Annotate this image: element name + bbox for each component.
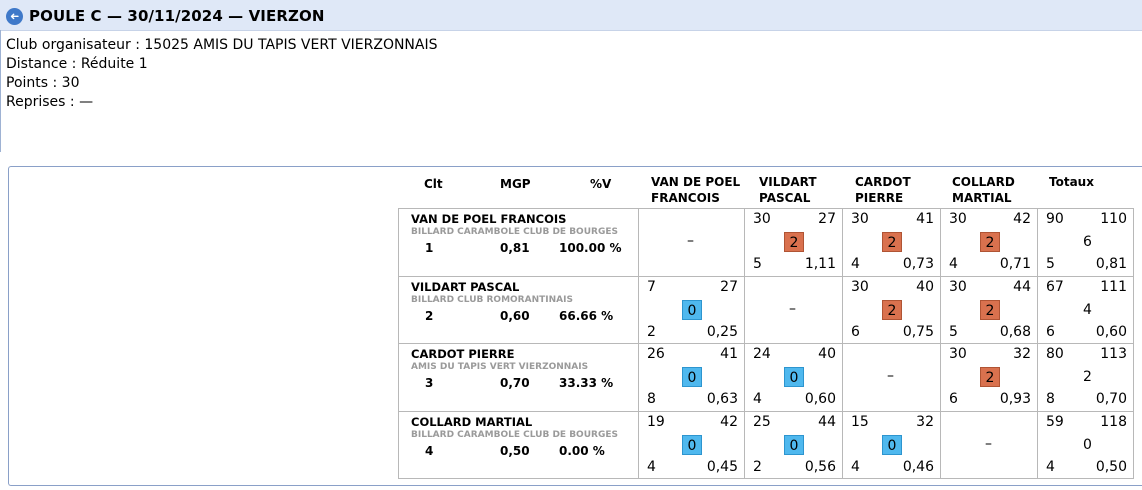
organizer-club: Club organisateur : 15025 AMIS DU TAPIS VERT VIERZONNAIS bbox=[6, 37, 438, 53]
innings: 4 bbox=[1046, 459, 1055, 475]
match-cell-vs-player-2 bbox=[744, 276, 843, 344]
self-match-dash: – bbox=[789, 301, 796, 317]
opponent-points: 32 bbox=[916, 414, 934, 430]
frame-border bbox=[0, 30, 1, 152]
loss-badge: 0 bbox=[882, 435, 902, 455]
header-player-3-line2: PIERRE bbox=[855, 191, 904, 205]
mgp-value: 0,81 bbox=[500, 241, 530, 255]
average: 1,11 bbox=[804, 256, 836, 272]
average: 0,70 bbox=[1095, 391, 1127, 407]
header-player-3 bbox=[855, 174, 911, 206]
totals-cell bbox=[1037, 276, 1134, 344]
opponent-points: 42 bbox=[1013, 211, 1031, 227]
points-scored: 26 bbox=[647, 346, 665, 362]
totals-cell bbox=[1037, 208, 1134, 277]
match-cell-vs-player-2 bbox=[744, 411, 843, 479]
match-cell-vs-player-1 bbox=[638, 411, 745, 479]
back-arrow-icon[interactable] bbox=[6, 8, 23, 25]
win-badge: 2 bbox=[980, 367, 1000, 387]
player-name: VAN DE POEL FRANCOIS bbox=[411, 212, 567, 226]
header-pct-victories: %V bbox=[590, 177, 612, 191]
header-player-1-line1: VAN DE POEL bbox=[651, 175, 741, 189]
ranking: 2 bbox=[425, 309, 434, 323]
match-points-total: 2 bbox=[1083, 369, 1092, 385]
average: 0,71 bbox=[999, 256, 1031, 272]
header-player-4 bbox=[952, 174, 1015, 206]
victory-percent: 66.66 % bbox=[559, 309, 614, 323]
points-scored: 80 bbox=[1046, 346, 1064, 362]
match-cell-vs-player-2 bbox=[744, 343, 843, 412]
match-cell-vs-player-3 bbox=[842, 276, 941, 344]
ranking: 3 bbox=[425, 376, 434, 390]
match-points-total: 4 bbox=[1083, 302, 1092, 318]
header-player-1-line2: FRANCOIS bbox=[651, 191, 720, 205]
back-arrow-glyph: ➜ bbox=[9, 10, 20, 23]
match-cell-vs-player-1 bbox=[638, 276, 745, 344]
mgp-value: 0,70 bbox=[500, 376, 530, 390]
header-player-4-line2: MARTIAL bbox=[952, 191, 1012, 205]
average: 0,93 bbox=[999, 391, 1031, 407]
player-club: AMIS DU TAPIS VERT VIERZONNAIS bbox=[411, 362, 589, 372]
match-cell-vs-player-2 bbox=[744, 208, 843, 277]
distance: Distance : Réduite 1 bbox=[6, 56, 148, 72]
opponent-points: 41 bbox=[720, 346, 738, 362]
header-player-4-line1: COLLARD bbox=[952, 175, 1015, 189]
page-title: POULE C — 30/11/2024 — VIERZON bbox=[29, 7, 325, 25]
loss-badge: 0 bbox=[784, 367, 804, 387]
match-cell-vs-player-4 bbox=[940, 411, 1038, 479]
win-badge: 2 bbox=[882, 232, 902, 252]
innings: 4 bbox=[851, 256, 860, 272]
match-cell-vs-player-4 bbox=[940, 276, 1038, 344]
player-club: BILLARD CARAMBOLE CLUB DE BOURGES bbox=[411, 227, 618, 237]
points-scored: 30 bbox=[949, 211, 967, 227]
match-cell-vs-player-1 bbox=[638, 343, 745, 412]
mgp-value: 0,60 bbox=[500, 309, 530, 323]
loss-badge: 0 bbox=[682, 435, 702, 455]
loss-badge: 0 bbox=[784, 435, 804, 455]
victory-percent: 0.00 % bbox=[559, 444, 605, 458]
win-badge: 2 bbox=[882, 300, 902, 320]
player-name: CARDOT PIERRE bbox=[411, 347, 515, 361]
title-bar bbox=[0, 0, 1142, 31]
match-points-total: 0 bbox=[1083, 437, 1092, 453]
points-scored: 67 bbox=[1046, 279, 1064, 295]
header-totals: Totaux bbox=[1049, 175, 1094, 189]
opponent-points: 44 bbox=[818, 414, 836, 430]
victory-percent: 100.00 % bbox=[559, 241, 622, 255]
player-cell-4 bbox=[398, 411, 639, 479]
average: 0,63 bbox=[706, 391, 738, 407]
average: 0,50 bbox=[1095, 459, 1127, 475]
points-scored: 30 bbox=[949, 279, 967, 295]
average: 0,56 bbox=[804, 459, 836, 475]
opponent-points: 44 bbox=[1013, 279, 1031, 295]
header-player-1 bbox=[651, 174, 740, 206]
points-scored: 30 bbox=[851, 211, 869, 227]
points-scored: 59 bbox=[1046, 414, 1064, 430]
innings: 4 bbox=[949, 256, 958, 272]
player-name: COLLARD MARTIAL bbox=[411, 415, 533, 429]
win-badge: 2 bbox=[784, 232, 804, 252]
header-player-2-line1: VILDART bbox=[759, 175, 817, 189]
ranking: 4 bbox=[425, 444, 434, 458]
self-match-dash: – bbox=[985, 436, 992, 452]
average: 0,75 bbox=[902, 324, 934, 340]
points-scored: 7 bbox=[647, 279, 656, 295]
player-club: BILLARD CARAMBOLE CLUB DE BOURGES bbox=[411, 430, 618, 440]
victory-percent: 33.33 % bbox=[559, 376, 614, 390]
match-cell-vs-player-4 bbox=[940, 343, 1038, 412]
player-club: BILLARD CLUB ROMORANTINAIS bbox=[411, 295, 573, 305]
points-scored: 30 bbox=[753, 211, 771, 227]
innings: 2 bbox=[753, 459, 762, 475]
points-scored: 25 bbox=[753, 414, 771, 430]
innings: 6 bbox=[851, 324, 860, 340]
innings: 5 bbox=[949, 324, 958, 340]
player-cell-2 bbox=[398, 276, 639, 344]
match-points-total: 6 bbox=[1083, 234, 1092, 250]
header-player-3-line1: CARDOT bbox=[855, 175, 911, 189]
opponent-points: 113 bbox=[1100, 346, 1127, 362]
innings: 8 bbox=[1046, 391, 1055, 407]
ranking: 1 bbox=[425, 241, 434, 255]
points-scored: 24 bbox=[753, 346, 771, 362]
average: 0,73 bbox=[902, 256, 934, 272]
match-cell-vs-player-3 bbox=[842, 208, 941, 277]
average: 0,81 bbox=[1095, 256, 1127, 272]
match-cell-vs-player-3 bbox=[842, 411, 941, 479]
average: 0,46 bbox=[902, 459, 934, 475]
innings: 8 bbox=[647, 391, 656, 407]
innings: 4 bbox=[851, 459, 860, 475]
average: 0,60 bbox=[804, 391, 836, 407]
opponent-points: 27 bbox=[818, 211, 836, 227]
opponent-points: 42 bbox=[720, 414, 738, 430]
player-name: VILDART PASCAL bbox=[411, 280, 520, 294]
totals-cell bbox=[1037, 343, 1134, 412]
innings: 6 bbox=[1046, 324, 1055, 340]
innings: 4 bbox=[753, 391, 762, 407]
header-mgp: MGP bbox=[500, 177, 531, 191]
opponent-points: 40 bbox=[818, 346, 836, 362]
player-cell-1 bbox=[398, 208, 639, 277]
self-match-dash: – bbox=[687, 233, 694, 249]
innings: 5 bbox=[1046, 256, 1055, 272]
opponent-points: 32 bbox=[1013, 346, 1031, 362]
header-player-2-line2: PASCAL bbox=[759, 191, 811, 205]
innings: 6 bbox=[949, 391, 958, 407]
match-cell-vs-player-1 bbox=[638, 208, 745, 277]
average: 0,25 bbox=[706, 324, 738, 340]
opponent-points: 41 bbox=[916, 211, 934, 227]
win-badge: 2 bbox=[980, 232, 1000, 252]
points: Points : 30 bbox=[6, 75, 80, 91]
match-cell-vs-player-3 bbox=[842, 343, 941, 412]
average: 0,45 bbox=[706, 459, 738, 475]
header-player-2 bbox=[759, 174, 817, 206]
opponent-points: 40 bbox=[916, 279, 934, 295]
opponent-points: 111 bbox=[1100, 279, 1127, 295]
average: 0,60 bbox=[1095, 324, 1127, 340]
innings: 2 bbox=[647, 324, 656, 340]
innings: 4 bbox=[647, 459, 656, 475]
win-badge: 2 bbox=[980, 300, 1000, 320]
mgp-value: 0,50 bbox=[500, 444, 530, 458]
points-scored: 90 bbox=[1046, 211, 1064, 227]
innings: 5 bbox=[753, 256, 762, 272]
loss-badge: 0 bbox=[682, 300, 702, 320]
opponent-points: 27 bbox=[720, 279, 738, 295]
header-clt: Clt bbox=[424, 177, 443, 191]
self-match-dash: – bbox=[887, 368, 894, 384]
opponent-points: 110 bbox=[1100, 211, 1127, 227]
points-scored: 19 bbox=[647, 414, 665, 430]
opponent-points: 118 bbox=[1100, 414, 1127, 430]
match-cell-vs-player-4 bbox=[940, 208, 1038, 277]
average: 0,68 bbox=[999, 324, 1031, 340]
points-scored: 15 bbox=[851, 414, 869, 430]
points-scored: 30 bbox=[949, 346, 967, 362]
totals-cell bbox=[1037, 411, 1134, 479]
reprises: Reprises : — bbox=[6, 94, 94, 110]
player-cell-3 bbox=[398, 343, 639, 412]
points-scored: 30 bbox=[851, 279, 869, 295]
loss-badge: 0 bbox=[682, 367, 702, 387]
